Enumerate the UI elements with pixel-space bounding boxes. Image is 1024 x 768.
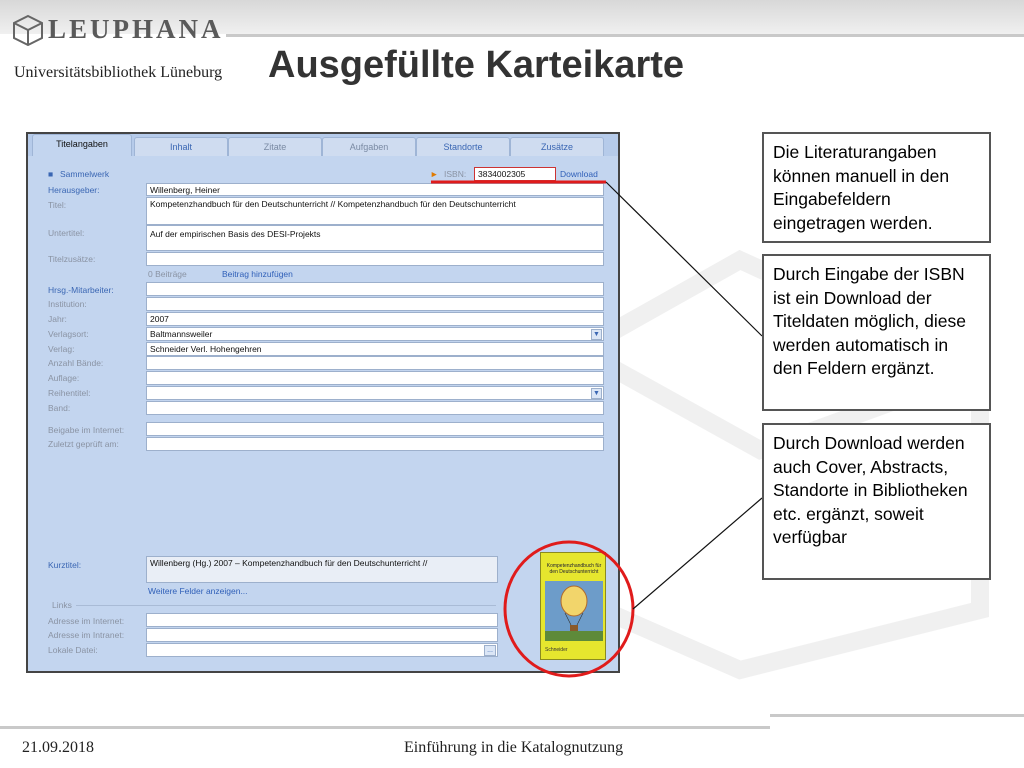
note-cover-download: Durch Download werden auch Cover, Abstracts, Standorte in Bibliotheken etc. ergänzt, soweit verfügbar bbox=[762, 423, 991, 580]
logo-wordmark: LEUPHANA bbox=[48, 14, 224, 44]
cover-publisher: Schneider bbox=[545, 647, 568, 653]
tab-inhalt[interactable]: Inhalt bbox=[134, 137, 228, 156]
note-isbn-download: Durch Eingabe der ISBN ist ein Download der Titeldaten möglich, diese werden automatisch in den Feldern ergänzt. bbox=[762, 254, 991, 411]
connector-isbn bbox=[606, 182, 762, 336]
isbn-label: ISBN: bbox=[444, 169, 467, 179]
cover-highlight-circle bbox=[505, 542, 633, 676]
titel-field[interactable]: Kompetenzhandbuch für den Deutschunterricht // Kompetenzhandbuch für den Deutschunterricht bbox=[146, 197, 604, 225]
tab-aufgaben[interactable]: Aufgaben bbox=[322, 137, 416, 156]
label-titelzusaetze: Titelzusätze: bbox=[48, 254, 96, 264]
tab-zitate[interactable]: Zitate bbox=[228, 137, 322, 156]
collection-bullet-icon: ■ bbox=[48, 169, 54, 179]
jahr-field[interactable]: 2007 bbox=[146, 312, 604, 326]
footer-course-title: Einführung in die Katalognutzung bbox=[404, 739, 624, 756]
chevron-down-icon[interactable]: ▼ bbox=[591, 329, 602, 340]
label-kurztitel: Kurztitel: bbox=[48, 560, 82, 570]
label-reihentitel: Reihentitel: bbox=[48, 388, 91, 398]
library-name: Universitätsbibliothek Lüneburg bbox=[14, 64, 223, 81]
untertitel-field[interactable]: Auf der empirischen Basis des DESI-Projekts bbox=[146, 225, 604, 251]
label-verlagsort: Verlagsort: bbox=[48, 329, 89, 339]
label-hrsg-mitarbeiter: Hrsg.-Mitarbeiter: bbox=[48, 285, 114, 295]
label-verlag: Verlag: bbox=[48, 344, 75, 354]
label-herausgeber: Herausgeber: bbox=[48, 185, 100, 195]
tab-titelangaben[interactable]: Titelangaben bbox=[32, 134, 132, 156]
kurztitel-field[interactable]: Willenberg (Hg.) 2007 – Kompetenzhandbuch für den Deutschunterricht // bbox=[146, 556, 498, 583]
chevron-down-icon[interactable]: ▼ bbox=[591, 388, 602, 399]
download-link[interactable]: Download bbox=[560, 169, 598, 179]
label-institution: Institution: bbox=[48, 299, 87, 309]
browse-button[interactable]: ... bbox=[484, 645, 496, 656]
label-beigabe-internet: Beigabe im Internet: bbox=[48, 425, 125, 435]
label-titel: Titel: bbox=[48, 200, 67, 210]
isbn-input[interactable]: 3834002305 bbox=[474, 167, 556, 181]
label-zuletzt-geprueft: Zuletzt geprüft am: bbox=[48, 439, 119, 449]
add-contribution-link[interactable]: Beitrag hinzufügen bbox=[222, 269, 293, 279]
label-auflage: Auflage: bbox=[48, 373, 80, 383]
isbn-arrow-icon: ► bbox=[430, 169, 439, 179]
cover-title: Kompetenzhandbuch für den Deutschunterricht bbox=[546, 563, 602, 575]
label-anzahl-baende: Anzahl Bände: bbox=[48, 358, 104, 368]
verlagsort-value: Baltmannsweiler bbox=[150, 329, 213, 339]
note-manual-entry: Die Literaturangaben können manuell in den Eingabefeldern eingetragen werden. bbox=[762, 132, 991, 243]
label-untertitel: Untertitel: bbox=[48, 228, 85, 238]
tab-standorte[interactable]: Standorte bbox=[416, 137, 510, 156]
verlag-field[interactable]: Schneider Verl. Hohengehren bbox=[146, 342, 604, 356]
label-jahr: Jahr: bbox=[48, 314, 67, 324]
footer-date: 21.09.2018 bbox=[22, 739, 94, 756]
label-adresse-intranet: Adresse im Intranet: bbox=[48, 630, 125, 640]
label-band: Band: bbox=[48, 403, 71, 413]
label-adresse-internet: Adresse im Internet: bbox=[48, 616, 125, 626]
contributions-count: 0 Beiträge bbox=[148, 269, 187, 279]
herausgeber-field[interactable]: Willenberg, Heiner bbox=[146, 183, 604, 196]
label-lokale-datei: Lokale Datei: bbox=[48, 645, 98, 655]
more-fields-link[interactable]: Weitere Felder anzeigen... bbox=[148, 586, 248, 596]
collection-label: Sammelwerk bbox=[60, 169, 110, 179]
tab-zusaetze[interactable]: Zusätze bbox=[510, 137, 604, 156]
links-section-label: Links bbox=[52, 600, 72, 610]
slide-title: Ausgefüllte Karteikarte bbox=[268, 44, 685, 86]
connector-cover bbox=[633, 498, 762, 609]
